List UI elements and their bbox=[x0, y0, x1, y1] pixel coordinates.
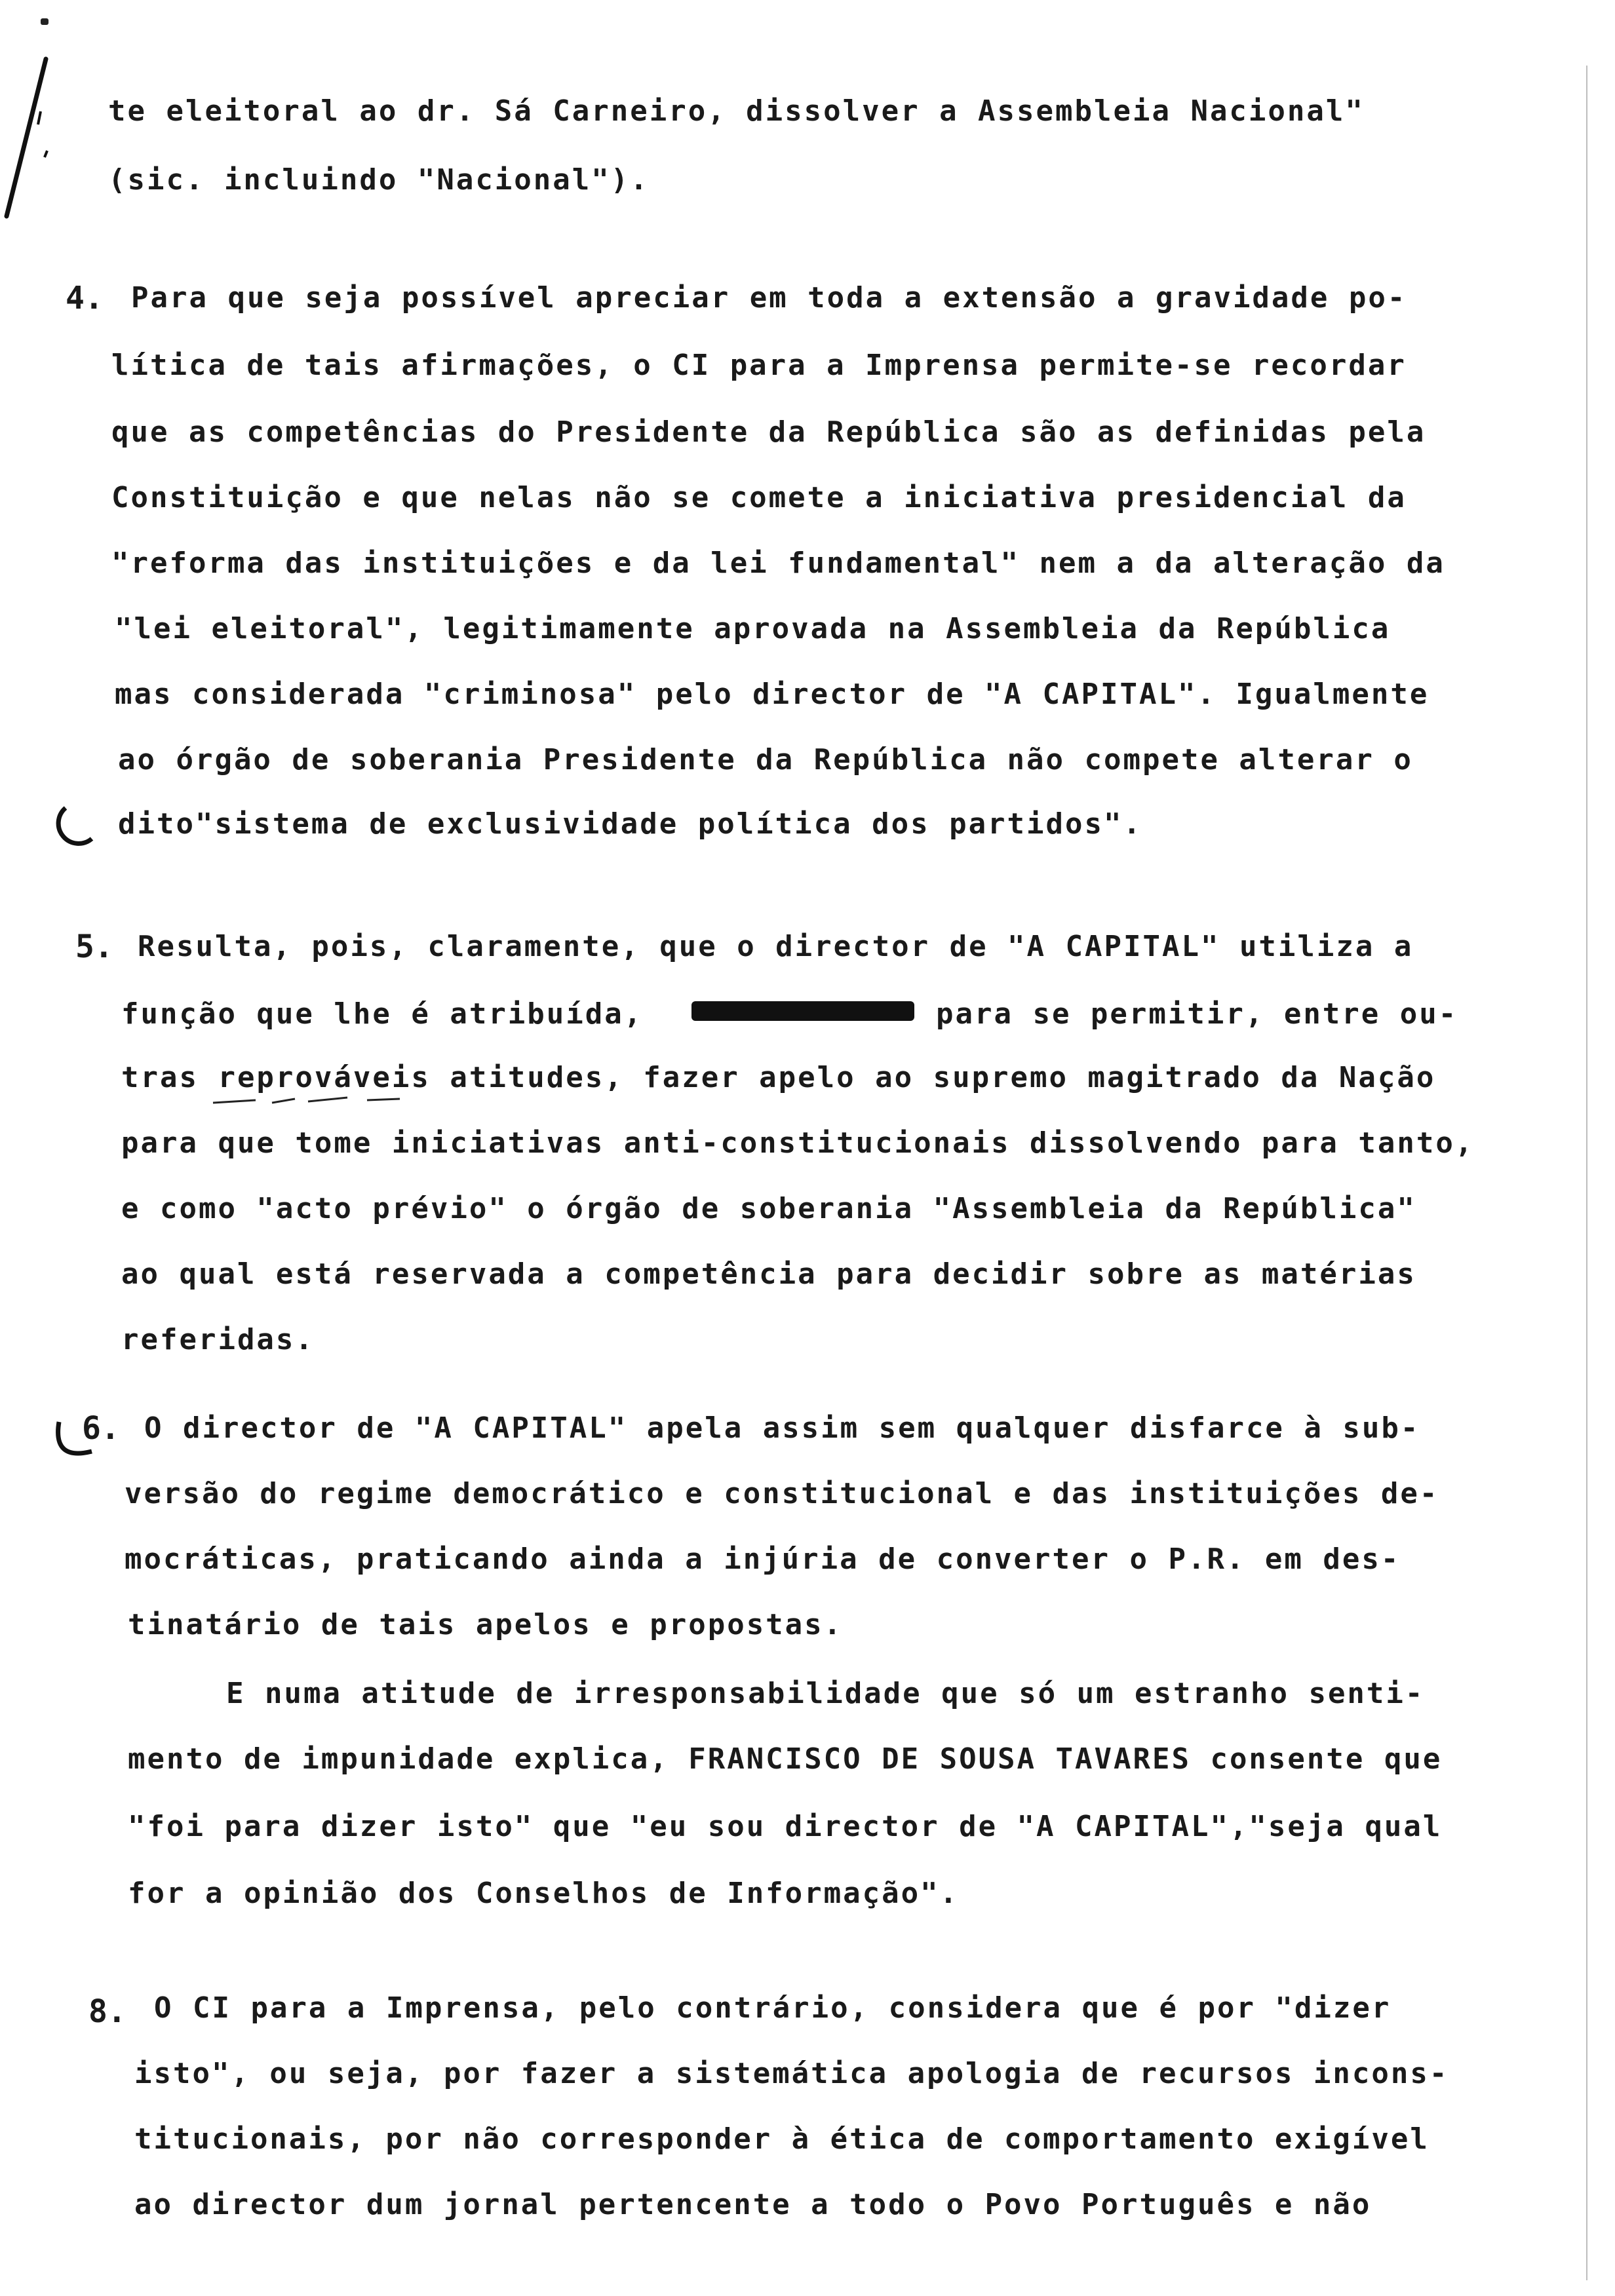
right-margin-line bbox=[1586, 66, 1587, 2280]
paragraph-5-line-2b: para se permitir, entre ou- bbox=[936, 997, 1458, 1031]
paragraph-4-line-9: dito"sistema de exclusividade política dos partidos". bbox=[118, 807, 1142, 841]
paragraph-4-line-4: Constituição e que nelas não se comete a iniciativa presidencial da bbox=[111, 481, 1407, 514]
paragraph-6-line-6: mento de impunidade explica, FRANCISCO DE SOUSA TAVARES consente que bbox=[128, 1742, 1443, 1776]
paragraph-4-line-1: Para que seja possível apreciar em toda a extensão a gravidade po- bbox=[131, 281, 1407, 315]
paragraph-4-number: 4. bbox=[66, 280, 104, 316]
paragraph-6-line-3: mocráticas, praticando ainda a injúria de converter o P.R. em des- bbox=[125, 1542, 1401, 1576]
paragraph-5-line-7: referidas. bbox=[121, 1323, 315, 1356]
paragraph-4-line-3: que as competências do Presidente da República são as definidas pela bbox=[111, 415, 1426, 449]
intro-line-1: te eleitoral ao dr. Sá Carneiro, dissolver a Assembleia Nacional" bbox=[108, 94, 1365, 128]
paragraph-4-line-8: ao órgão de soberania Presidente da República não compete alterar o bbox=[118, 743, 1413, 776]
paragraph-5-line-6: ao qual está reservada a competência para decidir sobre as matérias bbox=[121, 1257, 1416, 1291]
paragraph-8-number: 8. bbox=[88, 1993, 126, 2030]
paragraph-6-line-7: "foi para dizer isto" que "eu sou director de "A CAPITAL","seja qual bbox=[128, 1810, 1443, 1843]
paragraph-5-line-1: Resulta, pois, claramente, que o director de "A CAPITAL" utiliza a bbox=[138, 930, 1414, 963]
paragraph-4-line-2: lítica de tais afirmações, o CI para a Imprensa permite-se recordar bbox=[111, 349, 1407, 382]
paragraph-6-line-5: E numa atitude de irresponsabilidade que só um estranho senti- bbox=[226, 1677, 1425, 1710]
paragraph-8-line-1: O CI para a Imprensa, pelo contrário, considera que é por "dizer bbox=[154, 1991, 1391, 2025]
paragraph-6-line-2: versão do regime democrático e constitucional e das instituições de- bbox=[125, 1477, 1439, 1510]
paragraph-4-line-5: "reforma das instituições e da lei fundamental" nem a da alteração da bbox=[111, 546, 1445, 580]
paragraph-6-line-8: for a opinião dos Conselhos de Informação". bbox=[128, 1877, 960, 1910]
paragraph-4-line-7: mas considerada "criminosa" pelo director de "A CAPITAL". Igualmente bbox=[115, 678, 1430, 711]
underline-scribble bbox=[210, 1091, 446, 1111]
paragraph-5-line-2a: função que lhe é atribuída, bbox=[121, 997, 644, 1031]
paragraph-8-line-2: isto", ou seja, por fazer a sistemática apologia de recursos incons- bbox=[134, 2057, 1449, 2090]
paragraph-8-line-3: titucionais, por não corresponder à ética de comportamento exigível bbox=[134, 2122, 1430, 2156]
paragraph-5-line-4: para que tome iniciativas anti-constitucionais dissolvendo para tanto, bbox=[121, 1126, 1475, 1160]
intro-line-2: (sic. incluindo "Nacional"). bbox=[108, 163, 650, 197]
margin-slash-mark bbox=[0, 52, 59, 223]
paragraph-5-number: 5. bbox=[75, 928, 113, 965]
paragraph-5-line-5: e como "acto prévio" o órgão de soberania "Assembleia da República" bbox=[121, 1192, 1416, 1225]
paragraph-4-line-6: "lei eleitoral", legitimamente aprovada na Assembleia da República bbox=[115, 612, 1391, 645]
paragraph-6-number: 6. bbox=[82, 1410, 120, 1447]
paragraph-8-line-4: ao director dum jornal pertencente a todo o Povo Português e não bbox=[134, 2188, 1372, 2221]
margin-bracket-mark bbox=[46, 803, 98, 855]
corner-dot-mark bbox=[41, 18, 49, 25]
paragraph-5-line-3: tras reprováveis atitudes, fazer apelo ao supremo magitrado da Nação bbox=[121, 1061, 1436, 1094]
paragraph-6-line-1: O director de "A CAPITAL" apela assim sem qualquer disfarce à sub- bbox=[144, 1411, 1420, 1445]
redaction-bar bbox=[691, 1001, 914, 1021]
paragraph-6-line-4: tinatário de tais apelos e propostas. bbox=[128, 1608, 844, 1641]
